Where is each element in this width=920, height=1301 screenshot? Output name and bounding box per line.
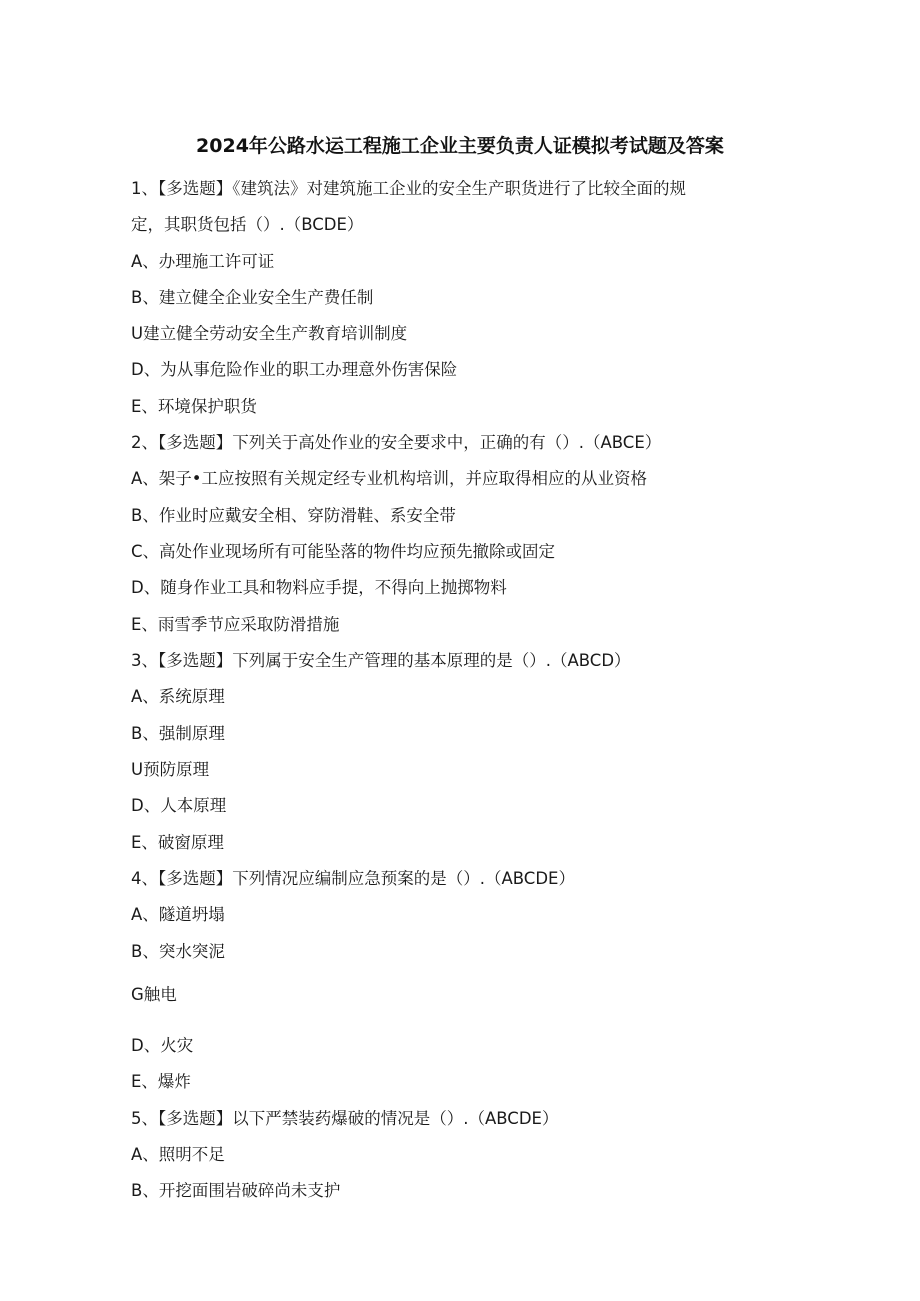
question-3-stem: 3、【多选题】下列属于安全生产管理的基本原理的是（）.（ABCD）	[131, 651, 631, 670]
question-3-option-b: B、强制原理	[131, 724, 225, 743]
question-1-option-d: D、为从事危险作业的职工办理意外伤害保险	[131, 360, 458, 379]
question-4-option-c: G触电	[131, 985, 177, 1004]
question-3-option-d: D、人本原理	[131, 796, 227, 815]
question-4-stem: 4、【多选题】下列情况应编制应急预案的是（）.（ABCDE）	[131, 869, 575, 888]
question-2-option-e: E、雨雪季节应采取防滑措施	[131, 615, 340, 634]
question-1-stem-line-2: 定，其职货包括（）.（BCDE）	[131, 215, 364, 234]
question-4-option-a: A、隧道坍塌	[131, 905, 225, 924]
question-2-option-b: B、作业时应戴安全相、穿防滑鞋、系安全带	[131, 506, 456, 525]
question-2-option-c: C、高处作业现场所有可能坠落的物件均应预先撤除或固定	[131, 542, 556, 561]
document-title: 2024年公路水运工程施工企业主要负责人证模拟考试题及答案	[196, 135, 724, 157]
question-2-option-d: D、随身作业工具和物料应手提，不得向上抛掷物料	[131, 578, 507, 597]
question-1-option-c: U建立健全劳动安全生产教育培训制度	[131, 324, 408, 343]
question-3-option-e: E、破窗原理	[131, 833, 224, 852]
question-1-option-e: E、环境保护职货	[131, 397, 257, 416]
question-1-stem-line-1: 1、【多选题】《建筑法》对建筑施工企业的安全生产职货进行了比较全面的规	[131, 179, 686, 198]
question-2-stem: 2、【多选题】下列关于高处作业的安全要求中，正确的有（）.（ABCE）	[131, 433, 662, 452]
question-2-option-a: A、架子•工应按照有关规定经专业机构培训，并应取得相应的从业资格	[131, 469, 648, 488]
question-5-stem: 5、【多选题】以下严禁装药爆破的情况是（）.（ABCDE）	[131, 1109, 559, 1128]
question-4-option-b: B、突水突泥	[131, 942, 225, 961]
question-1-option-b: B、建立健全企业安全生产费任制	[131, 288, 374, 307]
question-3-option-a: A、系统原理	[131, 687, 225, 706]
question-5-option-b: B、开挖面围岩破碎尚未支护	[131, 1181, 341, 1200]
question-4-option-d: D、火灾	[131, 1036, 194, 1055]
question-1-option-a: A、办理施工许可证	[131, 252, 275, 271]
question-4-option-e: E、爆炸	[131, 1072, 191, 1091]
question-5-option-a: A、照明不足	[131, 1145, 225, 1164]
question-3-option-c: U预防原理	[131, 760, 210, 779]
